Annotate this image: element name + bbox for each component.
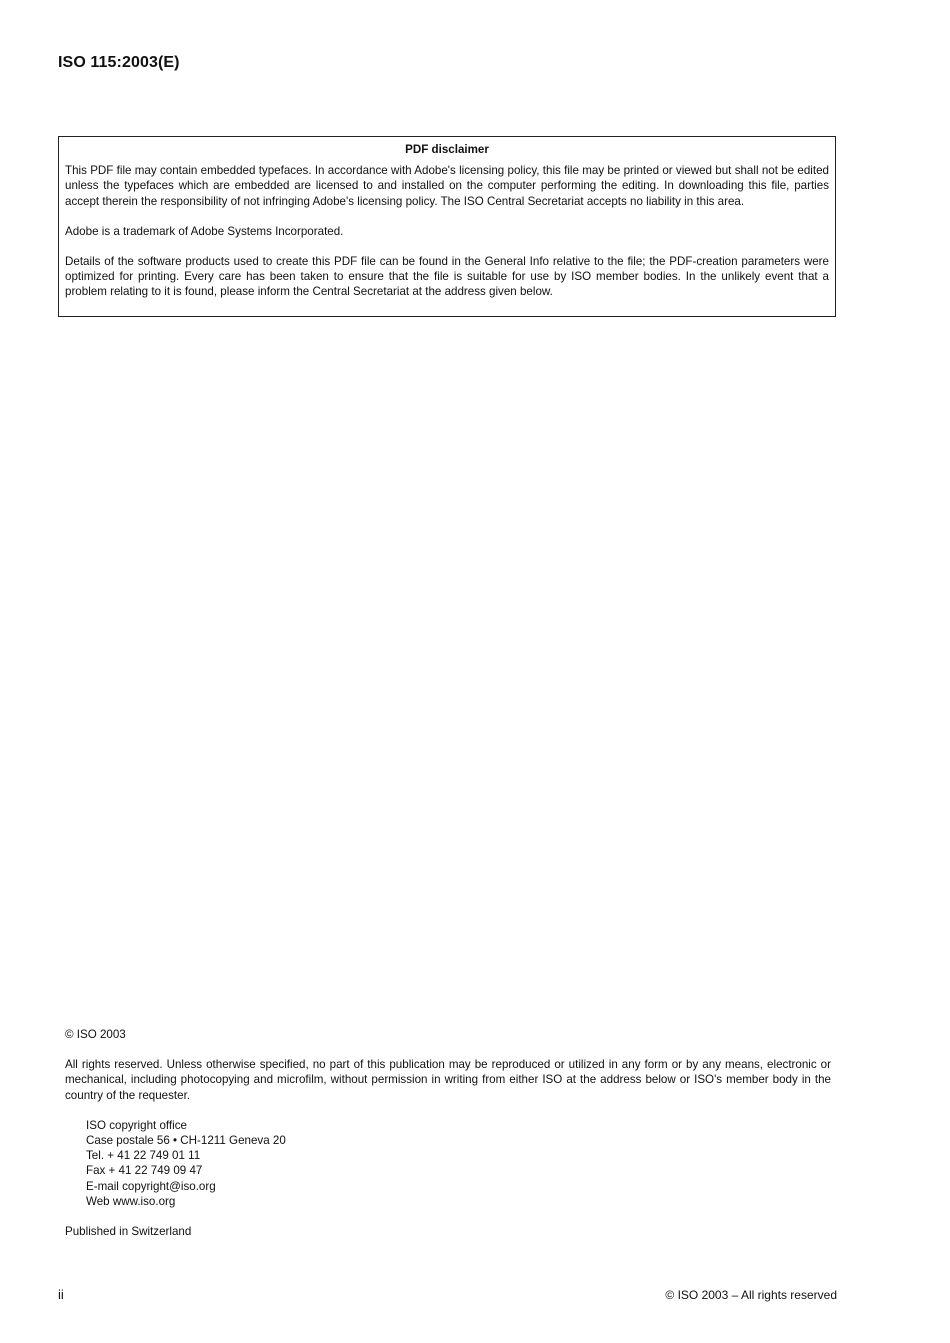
rights-reserved-paragraph: All rights reserved. Unless otherwise specified, no part of this publication may be reproduced or utilized in any form or by any means, electronic or mechanical, including photocopying and microfilm, without permission in writing from either ISO at the address below or ISO's member body in the country of the requester. [65, 1058, 831, 1102]
page-number: ii [58, 1287, 64, 1302]
disclaimer-paragraph-typefaces: This PDF file may contain embedded typefaces. In accordance with Adobe's licensing policy, this file may be printed or viewed but shall not be edited unless the typefaces which are embedded are licensed to and installed on the computer performing the editing. In downloading this file, parties accept therein the responsibility of not infringing Adobe's licensing policy. The ISO Central Secretariat accepts no liability in this area. [65, 164, 829, 208]
disclaimer-paragraph-details: Details of the software products used to create this PDF file can be found in the General Info relative to the file; the PDF-creation parameters were optimized for printing. Every care has been taken to ensure that the file is suitable for use by ISO member bodies. In the unlikely event that a problem relating to it is found, please inform the Central Secretariat at the address given below. [65, 255, 829, 299]
copyright-office-address [86, 1118, 831, 1209]
address-web: Web www.iso.org [86, 1194, 176, 1208]
address-fax: Fax + 41 22 749 09 47 [86, 1164, 203, 1178]
footer-copyright: © ISO 2003 – All rights reserved [665, 1288, 837, 1302]
address-postal: Case postale 56 • CH-1211 Geneva 20 [86, 1134, 286, 1148]
disclaimer-paragraph-trademark: Adobe is a trademark of Adobe Systems Incorporated. [65, 224, 344, 238]
disclaimer-title: PDF disclaimer [405, 143, 489, 156]
copyright-notice [65, 1027, 831, 1239]
pdf-disclaimer-box [58, 136, 836, 317]
address-email: E-mail copyright@iso.org [86, 1179, 216, 1193]
address-office: ISO copyright office [86, 1118, 187, 1132]
address-tel: Tel. + 41 22 749 01 11 [86, 1149, 201, 1163]
published-location: Published in Switzerland [65, 1225, 192, 1239]
document-id-header: ISO 115:2003(E) [58, 54, 180, 71]
copyright-line: © ISO 2003 [65, 1028, 126, 1041]
